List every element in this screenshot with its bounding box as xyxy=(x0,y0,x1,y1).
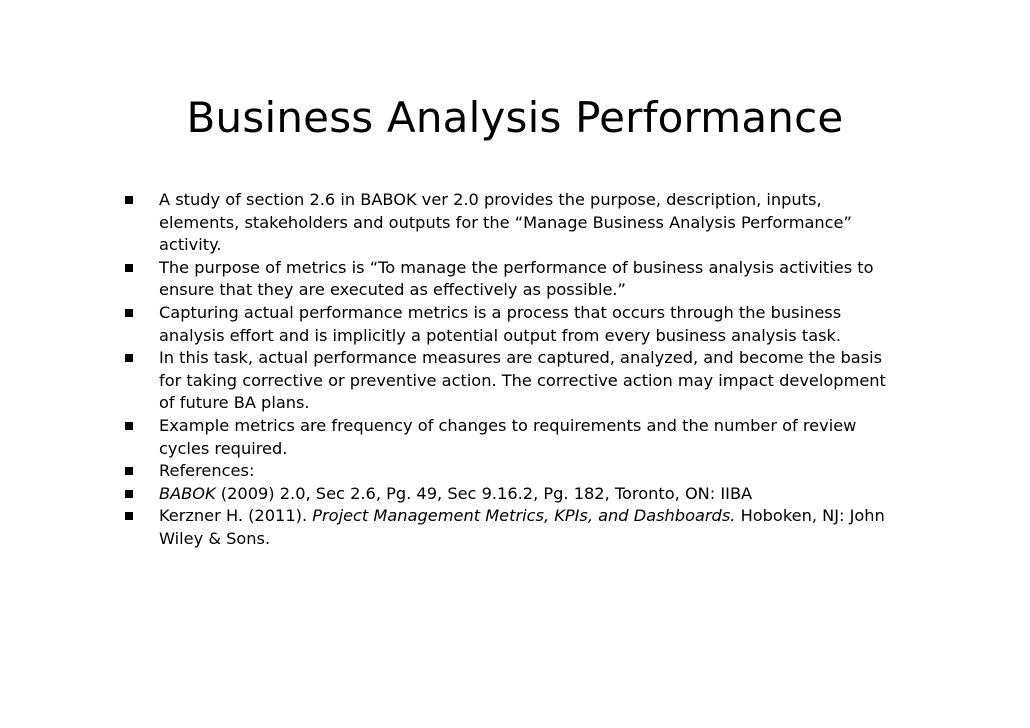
bullet-item xyxy=(122,505,892,550)
reference-title: BABOK xyxy=(159,483,216,503)
bullet-text: Example metrics are frequency of changes to requirements and the number of review cycles required. xyxy=(159,415,857,458)
bullet-item xyxy=(122,460,892,483)
square-bullet-icon xyxy=(125,512,133,520)
bullet-text: Kerzner H. (2011). xyxy=(159,506,313,526)
square-bullet-icon xyxy=(125,264,133,272)
bullet-item xyxy=(122,415,892,460)
bullet-item xyxy=(122,347,892,415)
slide-title: Business Analysis Performance xyxy=(186,93,844,142)
square-bullet-icon xyxy=(125,309,133,317)
square-bullet-icon xyxy=(125,196,133,204)
reference-title: Project Management Metrics, KPIs, and Dashboards. xyxy=(312,506,736,526)
square-bullet-icon xyxy=(125,467,133,475)
bullet-text: References: xyxy=(159,461,255,481)
bullet-text: A study of section 2.6 in BABOK ver 2.0 provides the purpose, description, inputs, elements, stakeholders and outputs for the “Manage Business Analysis Performance” activity. xyxy=(159,190,852,255)
bullet-text: The purpose of metrics is “To manage the performance of business analysis activities to ensure that they are executed as effectively as possible.” xyxy=(159,257,874,300)
bullet-text-after: Hoboken, NJ: John Wiley & Sons. xyxy=(159,506,885,548)
bullet-text: In this task, actual performance measures are captured, analyzed, and become the basis for taking corrective or preventive action. The corrective action may impact development of future BA plans. xyxy=(159,348,886,413)
square-bullet-icon xyxy=(125,490,133,498)
bullet-text: (2009) 2.0, Sec 2.6, Pg. 49, Sec 9.16.2, Pg. 182, Toronto, ON: IIBA xyxy=(215,483,753,503)
bullet-item xyxy=(122,483,892,506)
bullet-item xyxy=(122,302,892,347)
square-bullet-icon xyxy=(125,354,133,362)
bullet-item xyxy=(122,257,892,302)
bullet-list xyxy=(122,189,892,551)
square-bullet-icon xyxy=(125,422,133,430)
bullet-item xyxy=(122,189,892,257)
bullet-text: Capturing actual performance metrics is a process that occurs through the business analysis effort and is implicitly a potential output from every business analysis task. xyxy=(159,302,842,345)
